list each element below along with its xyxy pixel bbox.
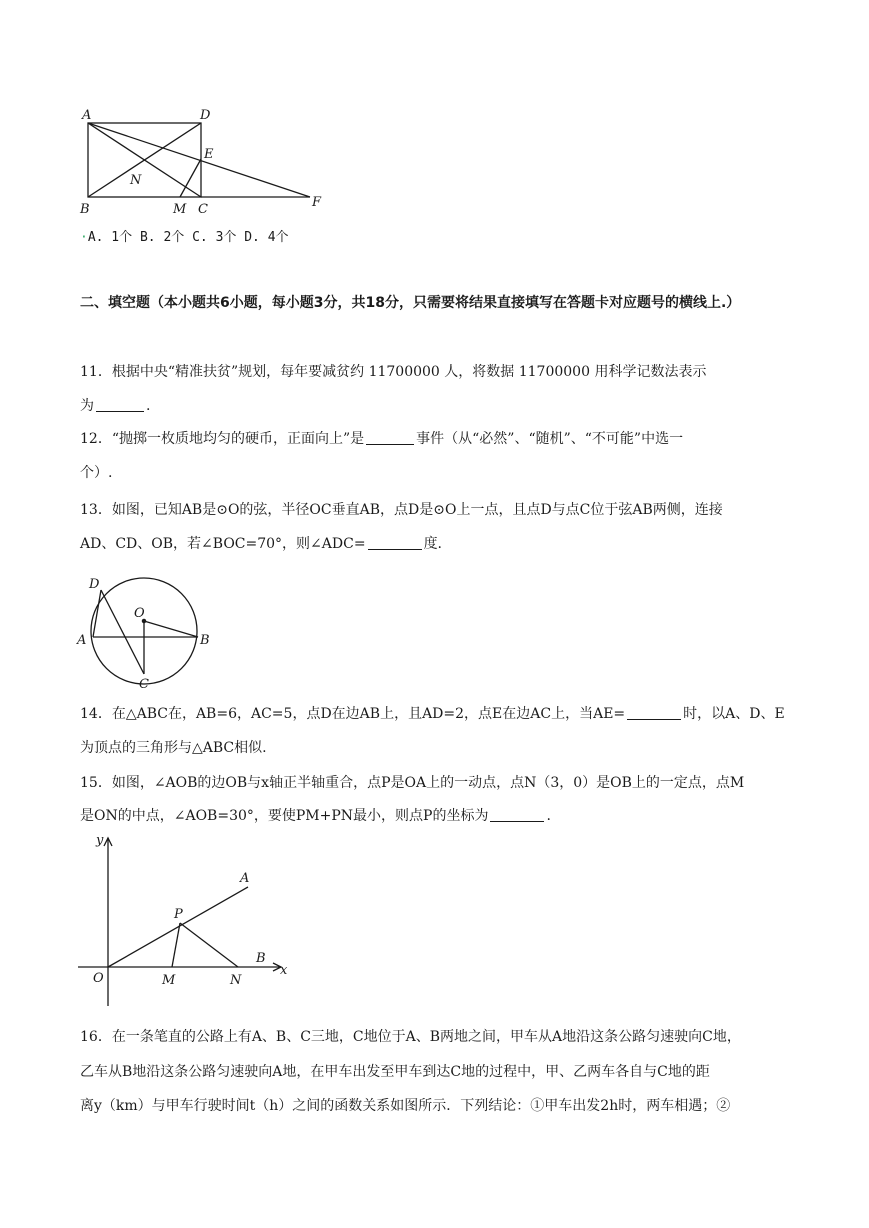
label-n: N [230,973,242,988]
q15-answer-blank[interactable] [490,807,544,822]
q14-line1 [80,704,785,724]
q16-line3: 离y（km）与甲车行驶时间t（h）之间的函数关系如图所示．下列结论：①甲车出发2h时，两车相遇；② [80,1098,731,1114]
label-a: A [82,108,92,123]
label-m: M [162,973,176,988]
label-b: B [80,202,90,217]
q14-suffix: 时，以A、D、E [683,706,785,722]
q11-answer-blank[interactable] [96,397,144,412]
label-c: C [198,202,208,217]
q14-prefix: 14．在△ABC在，AB=6，AC=5，点D在边AB上，且AD=2，点E在边AC上，当AE= [80,706,626,722]
q15-prefix: 是ON的中点，∠AOB=30°，要使PM+PN最小，则点P的坐标为 [80,808,489,824]
label-d: D [200,108,211,123]
q15-line1: 15．如图，∠AOB的边OB与x轴正半轴重合，点P是OA上的一动点，点N（3，0）是OB上的一定点，点M [80,775,745,791]
q15-line2 [80,806,551,826]
label-n: N [130,173,142,188]
q11-line1: 11．根据中央“精准扶贫”规划，每年要减贫约 11700000 人，将数据 11700000 用科学记数法表示 [80,364,707,380]
ray-oa [108,887,248,967]
figure-coordinate-diagram [76,830,296,1012]
q11-prefix: 为 [80,398,94,414]
q12-line2: 个）. [80,465,113,481]
q13-answer-blank[interactable] [368,535,422,550]
label-d: D [89,577,100,592]
segment-me [180,159,201,197]
radius-ob [144,621,198,637]
q16-line2: 乙车从B地沿这条公路匀速驶向A地，在甲车出发至甲车到达C地的过程中，甲、乙两车各自与C地的距 [80,1064,710,1080]
q13-prefix: AD、CD、OB，若∠BOC=70°，则∠ADC= [80,536,366,552]
line-af [88,123,310,197]
q13-line2 [80,534,442,554]
figure-rectangle-diagram [78,105,328,217]
segment-cd [101,590,144,674]
q12-prefix: 12．“抛掷一枚质地均匀的硬币，正面向上”是 [80,431,365,447]
q11-line2 [80,396,150,416]
label-e: E [204,147,214,162]
q14-line2: 为顶点的三角形与△ABC相似. [80,740,267,756]
label-c: C [139,677,149,692]
q15-suffix: . [546,808,551,824]
label-f: F [312,195,322,210]
label-a: A [240,871,250,886]
label-b: B [200,633,210,648]
figure-circle-diagram [74,572,214,692]
q12-answer-blank[interactable] [366,430,414,445]
segment-pn [180,923,238,967]
label-p: P [174,907,183,922]
q11-suffix: . [146,398,151,414]
label-m: M [173,202,187,217]
label-y: y [96,833,104,848]
label-o: O [134,606,145,621]
answer-options [80,228,289,248]
q12-suffix: 事件（从“必然”、“随机”、“不可能”中选一 [416,431,684,447]
q13-suffix: 度. [423,536,443,552]
label-b: B [256,951,266,966]
section-title: 二、填空题（本小题共6小题，每小题3分，共18分，只需要将结果直接填写在答题卡对应题号的横线上.） [80,295,741,311]
q16-line1: 16．在一条笔直的公路上有A、B、C三地，C地位于A、B两地之间，甲车从A地沿这条公路匀速驶向C地， [80,1029,741,1045]
options-text: A. 1个 B. 2个 C. 3个 D. 4个 [87,230,289,245]
q13-line1: 13．如图，已知AB是⊙O的弦，半径OC垂直AB，点D是⊙O上一点，且点D与点C位于弦AB两侧，连接 [80,502,723,518]
q14-answer-blank[interactable] [627,705,681,720]
label-o: O [93,971,104,986]
label-a: A [77,633,87,648]
label-x: x [280,963,288,978]
bullet-mark: · [80,230,88,245]
q12-line1 [80,429,683,449]
